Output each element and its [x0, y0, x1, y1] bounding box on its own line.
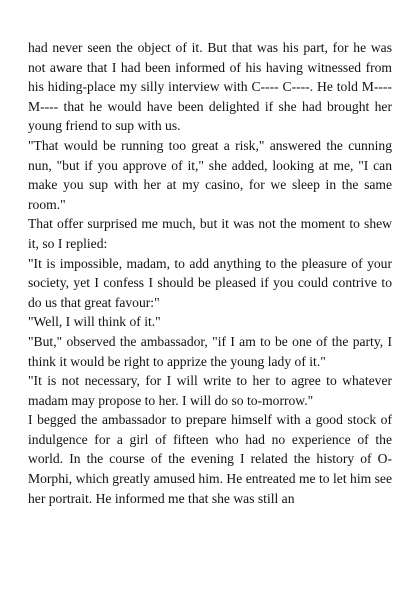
paragraph: "That would be running too great a risk," answered the cunning nun, "but if you approve of it," she added, looking at me, "I can make you sup with her at my casino, for we sleep in the same room.": [28, 137, 392, 212]
paragraph: had never seen the object of it. But that was his part, for he was not aware that I had been informed of his having witnessed from his hiding-place my silly interview with C---- C----. He told M---- M---- that he would have been delighted if she had brought her young friend to sup with us.: [28, 40, 392, 134]
paragraph: I begged the ambassador to prepare himself with a good stock of indulgence for a girl of fifteen who had no experience of the world. In the course of the evening I related the history of O-Morphi, which greatly amused him. He entreated me to let him see her portrait. He informed me that she was still an: [28, 412, 392, 506]
paragraph: "But," observed the ambassador, "if I am to be one of the party, I think it would be right to apprize the young lady of it.": [28, 333, 392, 369]
paragraph: "Well, I will think of it.": [28, 314, 161, 330]
paragraph: That offer surprised me much, but it was not the moment to shew it, so I replied:: [28, 216, 392, 251]
paragraph: "It is impossible, madam, to add anything to the pleasure of your society, yet I confess I should be pleased if you could contrive to do us that great favour:": [28, 255, 392, 310]
paragraph: "It is not necessary, for I will write to her to agree to whatever madam may propose to her. I will do so to-morrow.": [28, 373, 392, 408]
